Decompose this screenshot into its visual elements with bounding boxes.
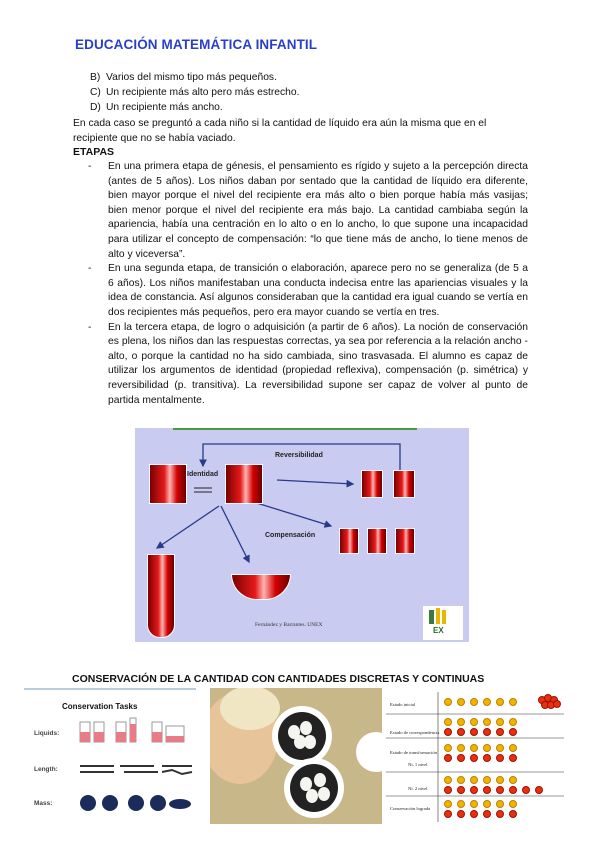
token-dot — [509, 698, 517, 706]
token-dot — [522, 786, 530, 794]
token-dot — [483, 810, 491, 818]
token-dot — [444, 776, 452, 784]
token-dot — [457, 698, 465, 706]
stage-item: - En una primera etapa de génesis, el pensamiento es rígido y sujeto a la percepción directa (antes de 5 años). Los niños daban por sentado que la cantidad de líquido era diferente, bien mayor porque el nivel del recipiente era más alto o bien porque había más vasijas; bien menor porque el nivel del recipiente era más bajo. La cantidad cambiaba según la apariencia, había una centración en lo alto o en lo ancho, lo que supone una incapacidad para utilizar el concepto de compensación: “lo que tiene más de ancho, lo tiene menos de alto y viceversa”. — [88, 161, 528, 260]
conservation-tasks-image — [24, 688, 196, 824]
token-dot — [457, 754, 465, 762]
token-dot — [483, 754, 491, 762]
token-dot — [553, 700, 561, 708]
token-dot — [496, 810, 504, 818]
child-eggs-photo — [210, 688, 382, 824]
token-dot — [483, 786, 491, 794]
token-dot — [457, 800, 465, 808]
token-dot — [444, 698, 452, 706]
token-dot — [470, 810, 478, 818]
token-dot — [496, 776, 504, 784]
length-label: Length: — [34, 766, 58, 773]
token-dot — [457, 718, 465, 726]
conservation-diagram — [135, 428, 469, 642]
cup-small — [393, 470, 415, 498]
university-logo: EX — [423, 606, 463, 640]
option-b: B) Varios del mismo tipo más pequeños. — [90, 72, 277, 83]
figure-credit: Fernández y Barrantes. UNEX — [255, 622, 323, 628]
mass-label: Mass: — [34, 800, 53, 807]
token-dot — [470, 754, 478, 762]
page-title: EDUCACIÓN MATEMÁTICA INFANTIL — [75, 37, 318, 52]
token-dot — [470, 744, 478, 752]
table-row-label: Ni. 1 nivel — [408, 762, 428, 767]
table-row-label: Ni. 2 nivel — [408, 786, 428, 791]
photo-drawing — [210, 688, 382, 824]
token-dot — [470, 718, 478, 726]
token-dot — [444, 728, 452, 736]
token-dot — [444, 800, 452, 808]
cup-small — [367, 528, 387, 554]
token-dot — [509, 728, 517, 736]
token-dot — [483, 776, 491, 784]
token-dot — [457, 744, 465, 752]
token-dot — [496, 728, 504, 736]
cup-tall — [147, 554, 175, 638]
cup-small — [339, 528, 359, 554]
token-dot — [496, 698, 504, 706]
compensacion-label: Compensación — [265, 532, 316, 539]
token-dot — [457, 776, 465, 784]
token-dot — [483, 800, 491, 808]
token-dot — [483, 728, 491, 736]
token-dot — [496, 744, 504, 752]
cup-original — [149, 464, 187, 504]
token-dot — [444, 744, 452, 752]
table-row-label: Estado de transformación — [390, 750, 437, 755]
etapas-heading: ETAPAS — [73, 146, 115, 158]
option-c: C) Un recipiente más alto pero más estrecho. — [90, 87, 300, 98]
token-dot — [496, 800, 504, 808]
token-dot — [457, 786, 465, 794]
token-dot — [509, 754, 517, 762]
cup-small — [395, 528, 415, 554]
table-row-label: Conservación lograda — [390, 806, 431, 811]
token-dot — [496, 718, 504, 726]
discrete-quantities-table — [386, 688, 564, 826]
token-dot — [444, 754, 452, 762]
option-d: D) Un recipiente más ancho. — [90, 102, 223, 113]
cup-small — [361, 470, 383, 498]
token-dot — [444, 718, 452, 726]
token-dot — [470, 698, 478, 706]
stages-list — [88, 160, 528, 408]
liquids-label: Liquids: — [34, 730, 60, 737]
token-dot — [483, 718, 491, 726]
section-heading: CONSERVACIÓN DE LA CANTIDAD CON CANTIDADES DISCRETAS Y CONTINUAS — [72, 673, 485, 685]
token-dot — [457, 810, 465, 818]
stage-item: - En una segunda etapa, de transición o elaboración, aparece pero no se generaliza (de 5 a 6 años). Los niños manifestaban una conducta indecisa entre las apariencias visuales y la idea de constancia. Así algunos consideraban que la cantidad era igual cuando se vertía en dos recipientes más pequeños, pero era mayor cuando se vertía en tres. — [88, 263, 528, 318]
token-dot — [470, 800, 478, 808]
token-dot — [509, 718, 517, 726]
token-dot — [444, 810, 452, 818]
table-row-label: Estado de correspondencia — [390, 730, 440, 735]
token-dot — [483, 744, 491, 752]
token-dot — [483, 698, 491, 706]
reversibilidad-label: Reversibilidad — [275, 452, 323, 459]
token-dot — [496, 754, 504, 762]
token-dot — [509, 810, 517, 818]
tasks-drawings — [24, 690, 196, 824]
tasks-title: Conservation Tasks — [62, 702, 138, 711]
token-dot — [509, 786, 517, 794]
token-dot — [509, 800, 517, 808]
token-dot — [509, 744, 517, 752]
table-row-label: Estado inicial — [390, 702, 416, 707]
token-dot — [457, 728, 465, 736]
identidad-label: Identidad — [187, 471, 219, 478]
token-dot — [444, 786, 452, 794]
token-dot — [509, 776, 517, 784]
stage-item: - En la tercera etapa, de logro o adquisición (a partir de 6 años). La noción de conservación es plena, los niños dan las respuestas correctas, ya sea por referencia a la relación ancho - alto, o porque la cantidad no ha sido cambiada, sino trasvasada. El alumno es capaz de utilizar los argumentos de identidad (propiedad reflexiva), compensación (p. simétrica) y reversibilidad (p. transitiva). La reversibilidad supone ser capaz de volver al punto de partida mentalmente. — [88, 321, 528, 406]
token-dot — [470, 776, 478, 784]
options-list — [90, 70, 299, 115]
token-dot — [470, 786, 478, 794]
token-dot — [470, 728, 478, 736]
cup-identity — [225, 464, 263, 504]
intro-paragraph: En cada caso se preguntó a cada niño si la cantidad de líquido era aún la misma que en el recipiente que no se había vaciado. — [73, 118, 487, 144]
token-dot — [496, 786, 504, 794]
token-dot — [535, 786, 543, 794]
